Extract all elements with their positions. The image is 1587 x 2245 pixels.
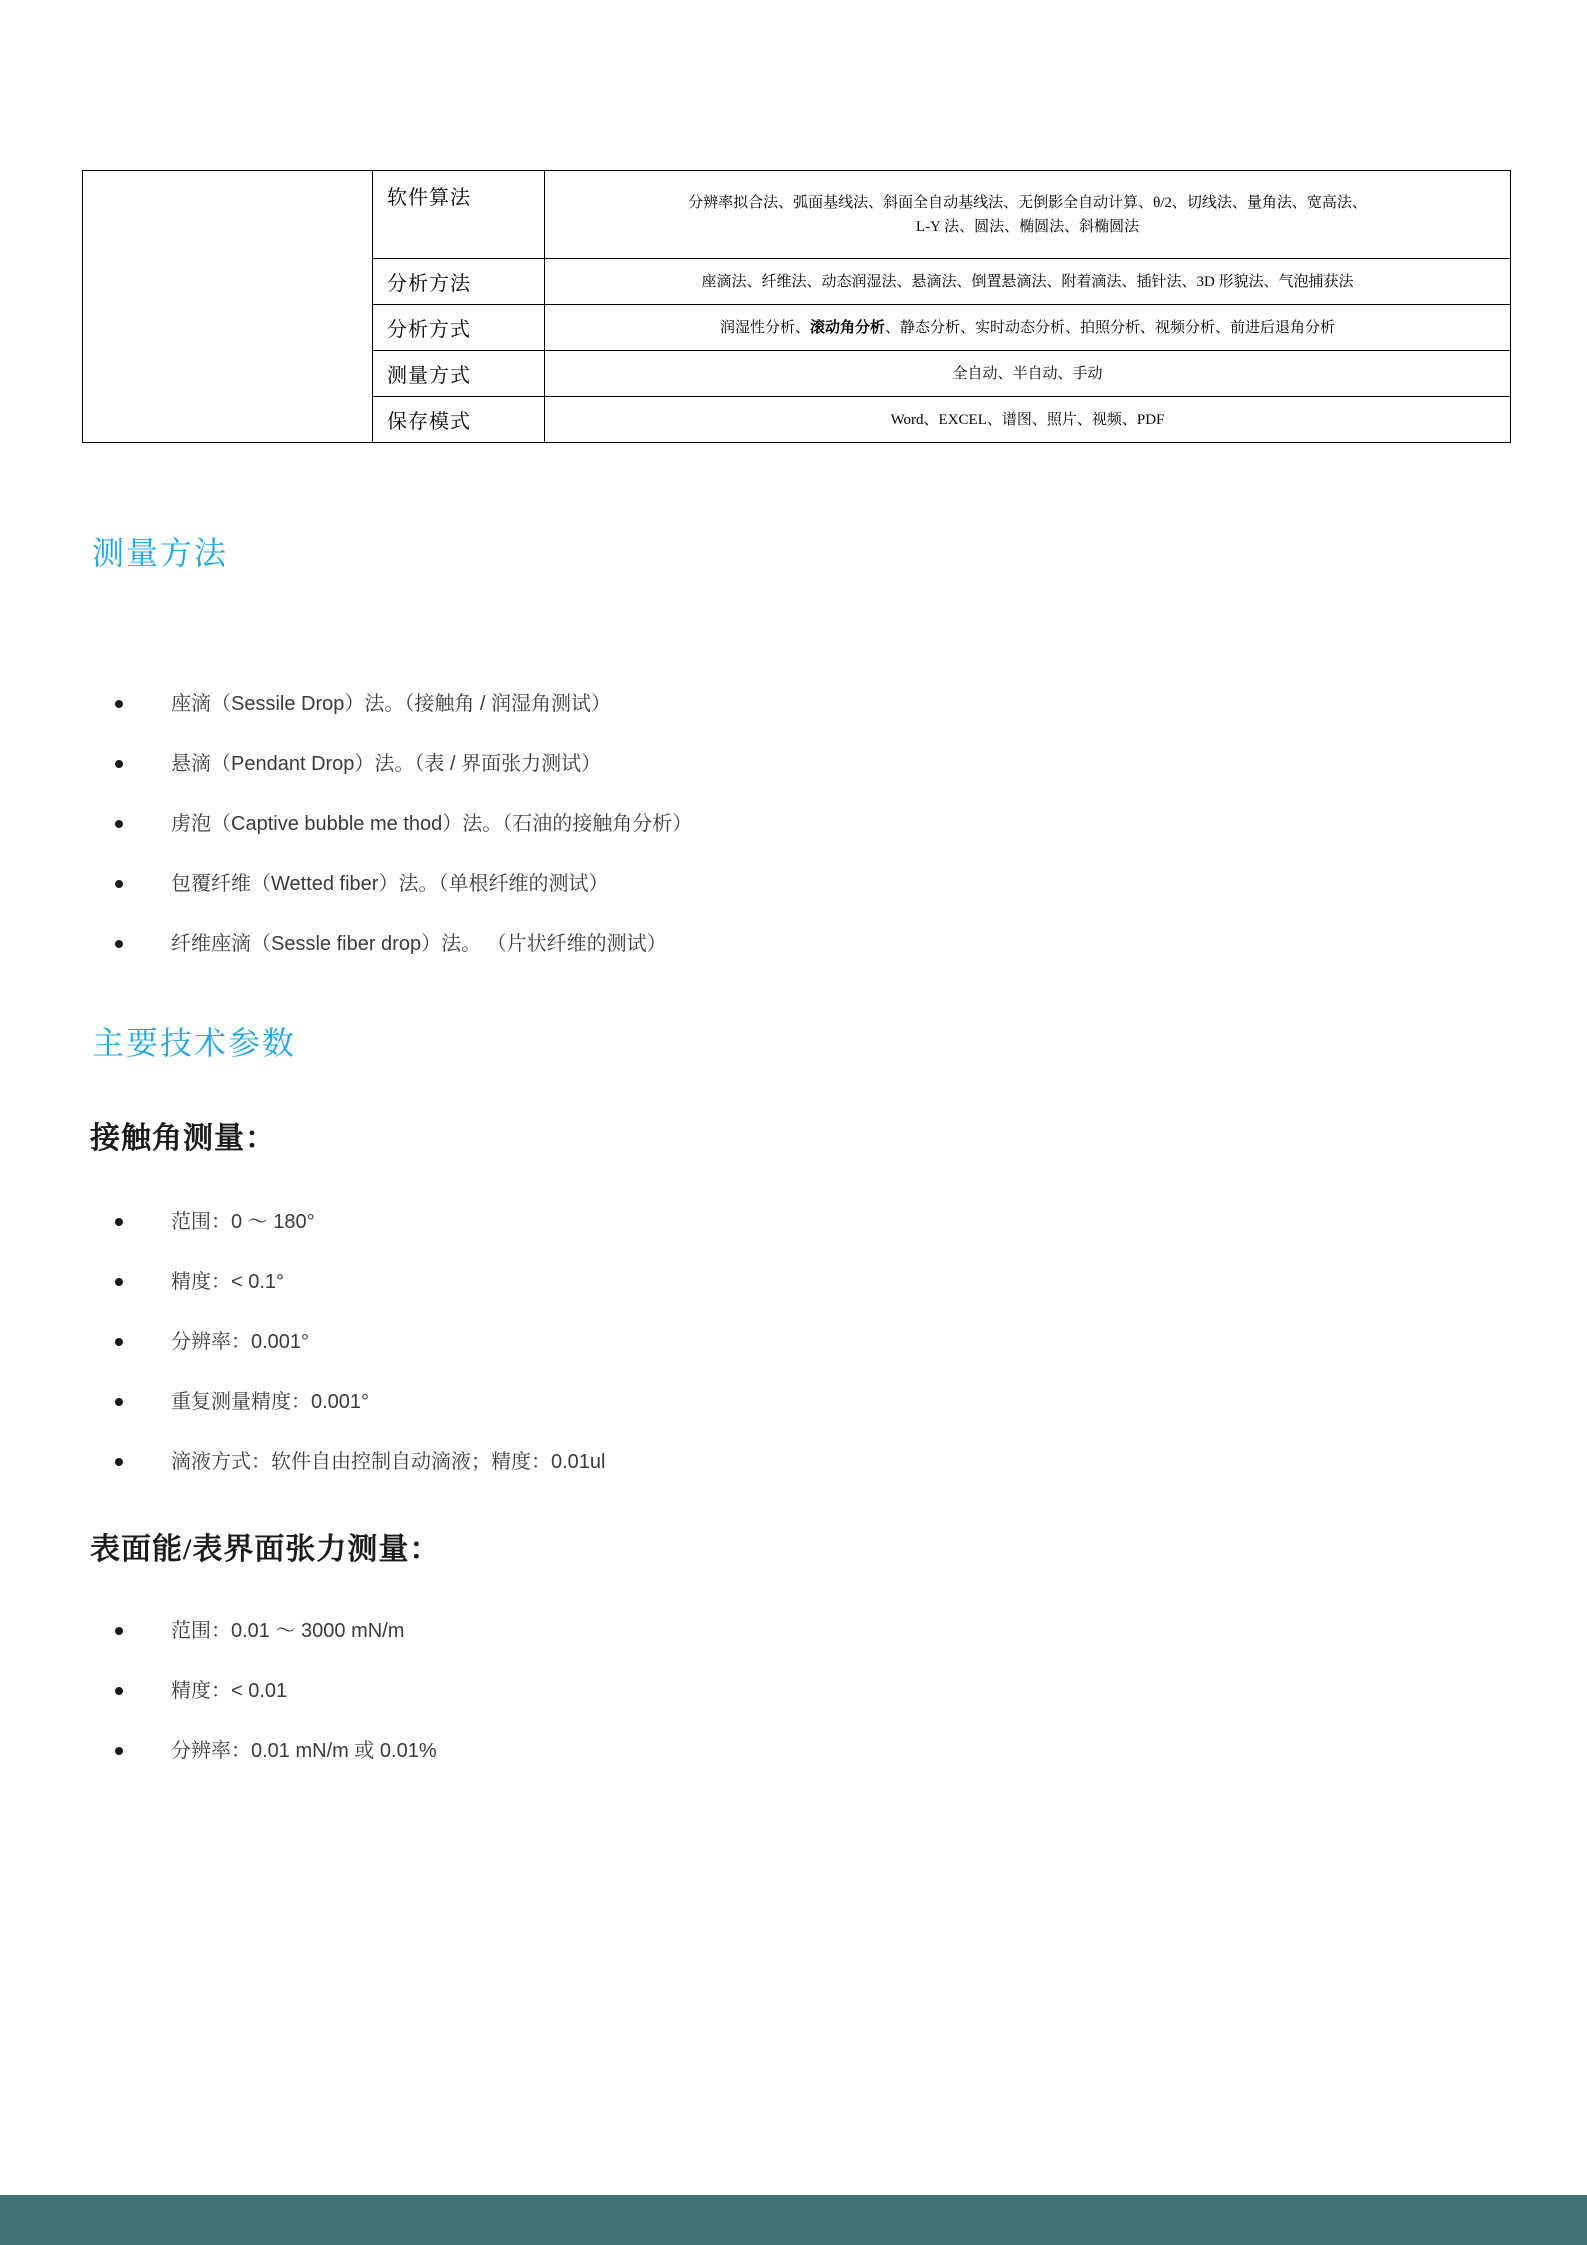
spec-table	[82, 170, 1511, 443]
spec-value-line1: 分辨率拟合法、弧面基线法、斜面全自动基线法、无倒影全自动计算、θ/2、切线法、量角法、宽高法、	[688, 194, 1367, 211]
list-item	[0, 1328, 1587, 1356]
list-item-text: 精度：< 0.01	[171, 1680, 288, 1703]
measurement-methods-list	[0, 690, 1587, 958]
page-footer-band	[0, 2195, 1587, 2245]
list-item-text: 悬滴（Pendant Drop）法。（表 / 界面张力测试）	[171, 752, 602, 775]
list-item-text: 分辨率：0.001°	[171, 1331, 310, 1354]
spec-value-save-mode: Word、EXCEL、谱图、照片、视频、PDF	[545, 397, 1511, 443]
list-item	[0, 690, 1587, 718]
spec-value-line2: L-Y 法、圆法、椭圆法、斜椭圆法	[915, 218, 1140, 235]
list-item-text: 精度：< 0.1°	[171, 1271, 285, 1294]
list-item	[0, 1388, 1587, 1416]
bullet-icon	[115, 760, 123, 768]
section-title-tech-params: 主要技术参数	[92, 1024, 297, 1061]
subsection-title-contact-angle: 接触角测量：	[90, 1122, 276, 1156]
spec-label-analysis-method: 分析方法	[373, 259, 545, 305]
spec-label-save-mode: 保存模式	[373, 397, 545, 443]
list-item	[0, 870, 1587, 898]
spec-value-prefix: 润湿性分析、	[719, 319, 810, 336]
list-item	[0, 810, 1587, 838]
list-item-text: 分辨率：0.01 mN/m 或 0.01%	[171, 1740, 437, 1763]
spec-table-empty-cell	[83, 171, 373, 443]
list-item	[0, 1617, 1587, 1645]
bullet-icon	[115, 1747, 123, 1755]
subsection-title-surface-tension: 表面能/表界面张力测量：	[90, 1533, 441, 1567]
bullet-icon	[115, 1218, 123, 1226]
bullet-icon	[115, 1458, 123, 1466]
list-item-text: 范围：0.01 ～ 3000 mN/m	[171, 1620, 405, 1643]
list-item	[0, 1448, 1587, 1476]
bullet-icon	[115, 940, 123, 948]
list-item-text: 滴液方式：软件自由控制自动滴液；精度：0.01ul	[171, 1451, 606, 1474]
surface-tension-list	[0, 1617, 1587, 1765]
list-item	[0, 1677, 1587, 1705]
bullet-icon	[115, 820, 123, 828]
bullet-icon	[115, 1398, 123, 1406]
list-item-text: 座滴（Sessile Drop）法。（接触角 / 润湿角测试）	[171, 692, 612, 715]
list-item-text: 纤维座滴（Sessle fiber drop）法。 （片状纤维的测试）	[171, 932, 667, 955]
table-row	[83, 171, 1511, 259]
list-item	[0, 750, 1587, 778]
spec-value-measure-mode: 全自动、半自动、手动	[545, 351, 1511, 397]
bullet-icon	[115, 700, 123, 708]
spec-value-analysis-mode	[545, 305, 1511, 351]
spec-label-software-algorithm: 软件算法	[373, 171, 545, 259]
spec-value-suffix: 、静态分析、实时动态分析、拍照分析、视频分析、前进后退角分析	[885, 319, 1336, 336]
bullet-icon	[115, 1687, 123, 1695]
spec-value-bold: 滚动角分析	[809, 319, 885, 336]
bullet-icon	[115, 1627, 123, 1635]
list-item-text: 包覆纤维（Wetted fiber）法。（单根纤维的测试）	[171, 872, 609, 895]
bullet-icon	[115, 1278, 123, 1286]
spec-value-analysis-method: 座滴法、纤维法、动态润湿法、悬滴法、倒置悬滴法、附着滴法、插针法、3D 形貌法、气泡捕获法	[545, 259, 1511, 305]
list-item	[0, 930, 1587, 958]
spec-value-software-algorithm	[545, 171, 1511, 259]
spec-label-measure-mode: 测量方式	[373, 351, 545, 397]
list-item	[0, 1737, 1587, 1765]
list-item-text: 重复测量精度：0.001°	[171, 1391, 370, 1414]
list-item-text: 范围：0 ～ 180°	[171, 1211, 315, 1234]
bullet-icon	[115, 880, 123, 888]
list-item-text: 虏泡（Captive bubble me thod）法。（石油的接触角分析）	[171, 812, 693, 835]
contact-angle-list	[0, 1208, 1587, 1476]
list-item	[0, 1268, 1587, 1296]
section-title-measurement-methods: 测量方法	[92, 535, 229, 571]
spec-label-analysis-mode: 分析方式	[373, 305, 545, 351]
list-item	[0, 1208, 1587, 1236]
bullet-icon	[115, 1338, 123, 1346]
